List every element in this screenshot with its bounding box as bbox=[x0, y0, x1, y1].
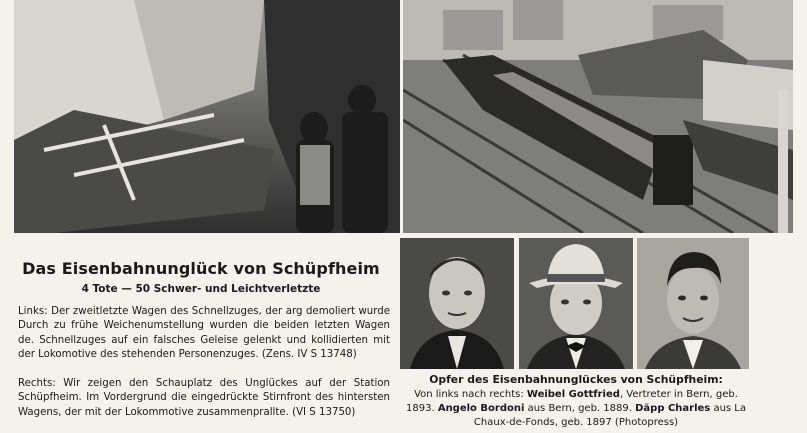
wreck-photo bbox=[14, 0, 400, 233]
portrait-photo-2 bbox=[519, 238, 633, 369]
portrait-photo-1 bbox=[400, 238, 514, 369]
victims-caption bbox=[400, 388, 752, 431]
victim-details-2: aus Bern, geb. 1889. bbox=[524, 403, 636, 415]
victim-name-2: Angelo Bordoni bbox=[437, 403, 525, 415]
article-headline: Das Eisenbahnunglück von Schüpfheim bbox=[22, 259, 380, 278]
victims-caption-title: Opfer des Eisenbahnunglückes von Schüpfheim: bbox=[429, 373, 723, 386]
victim-name-1: Weibel Gottfried bbox=[526, 389, 620, 400]
station-photo bbox=[403, 0, 793, 233]
victim-name-3: Däpp Charles bbox=[635, 403, 711, 415]
portrait-photo-3 bbox=[637, 238, 749, 369]
photo-credit: (Photopress) bbox=[611, 417, 679, 429]
victim-details-3: aus La Chaux-de-Fonds, geb. 1897 bbox=[473, 403, 746, 429]
article-subheadline: 4 Tote — 50 Schwer- und Leichtverletzte bbox=[81, 283, 321, 295]
paragraph-links: Links: Der zweitletzte Wagen des Schnellzuges, der arg demoliert wurde Durch zu frühe Weichenumstellung wurden die beiden letzten Wagen de. Schnellzuges auf ein falsches Geleise gelenkt und kollidierten mit der Lokomotive des stehenden Personenzuges. (Zens. IV S 13748) bbox=[18, 306, 390, 361]
victim-details-1: , Vertreter in Bern, geb. 1893. bbox=[406, 389, 738, 415]
caption-intro: Von links nach rechts: bbox=[414, 389, 527, 400]
paragraph-rechts: Rechts: Wir zeigen den Schauplatz des Unglückes auf der Station Schüpfheim. Im Vordergrund die eingedrückte Stirnfront des hintersten Wagens, der mit der Lokommotive zusammenprallte. (VI S 13750) bbox=[18, 378, 390, 418]
